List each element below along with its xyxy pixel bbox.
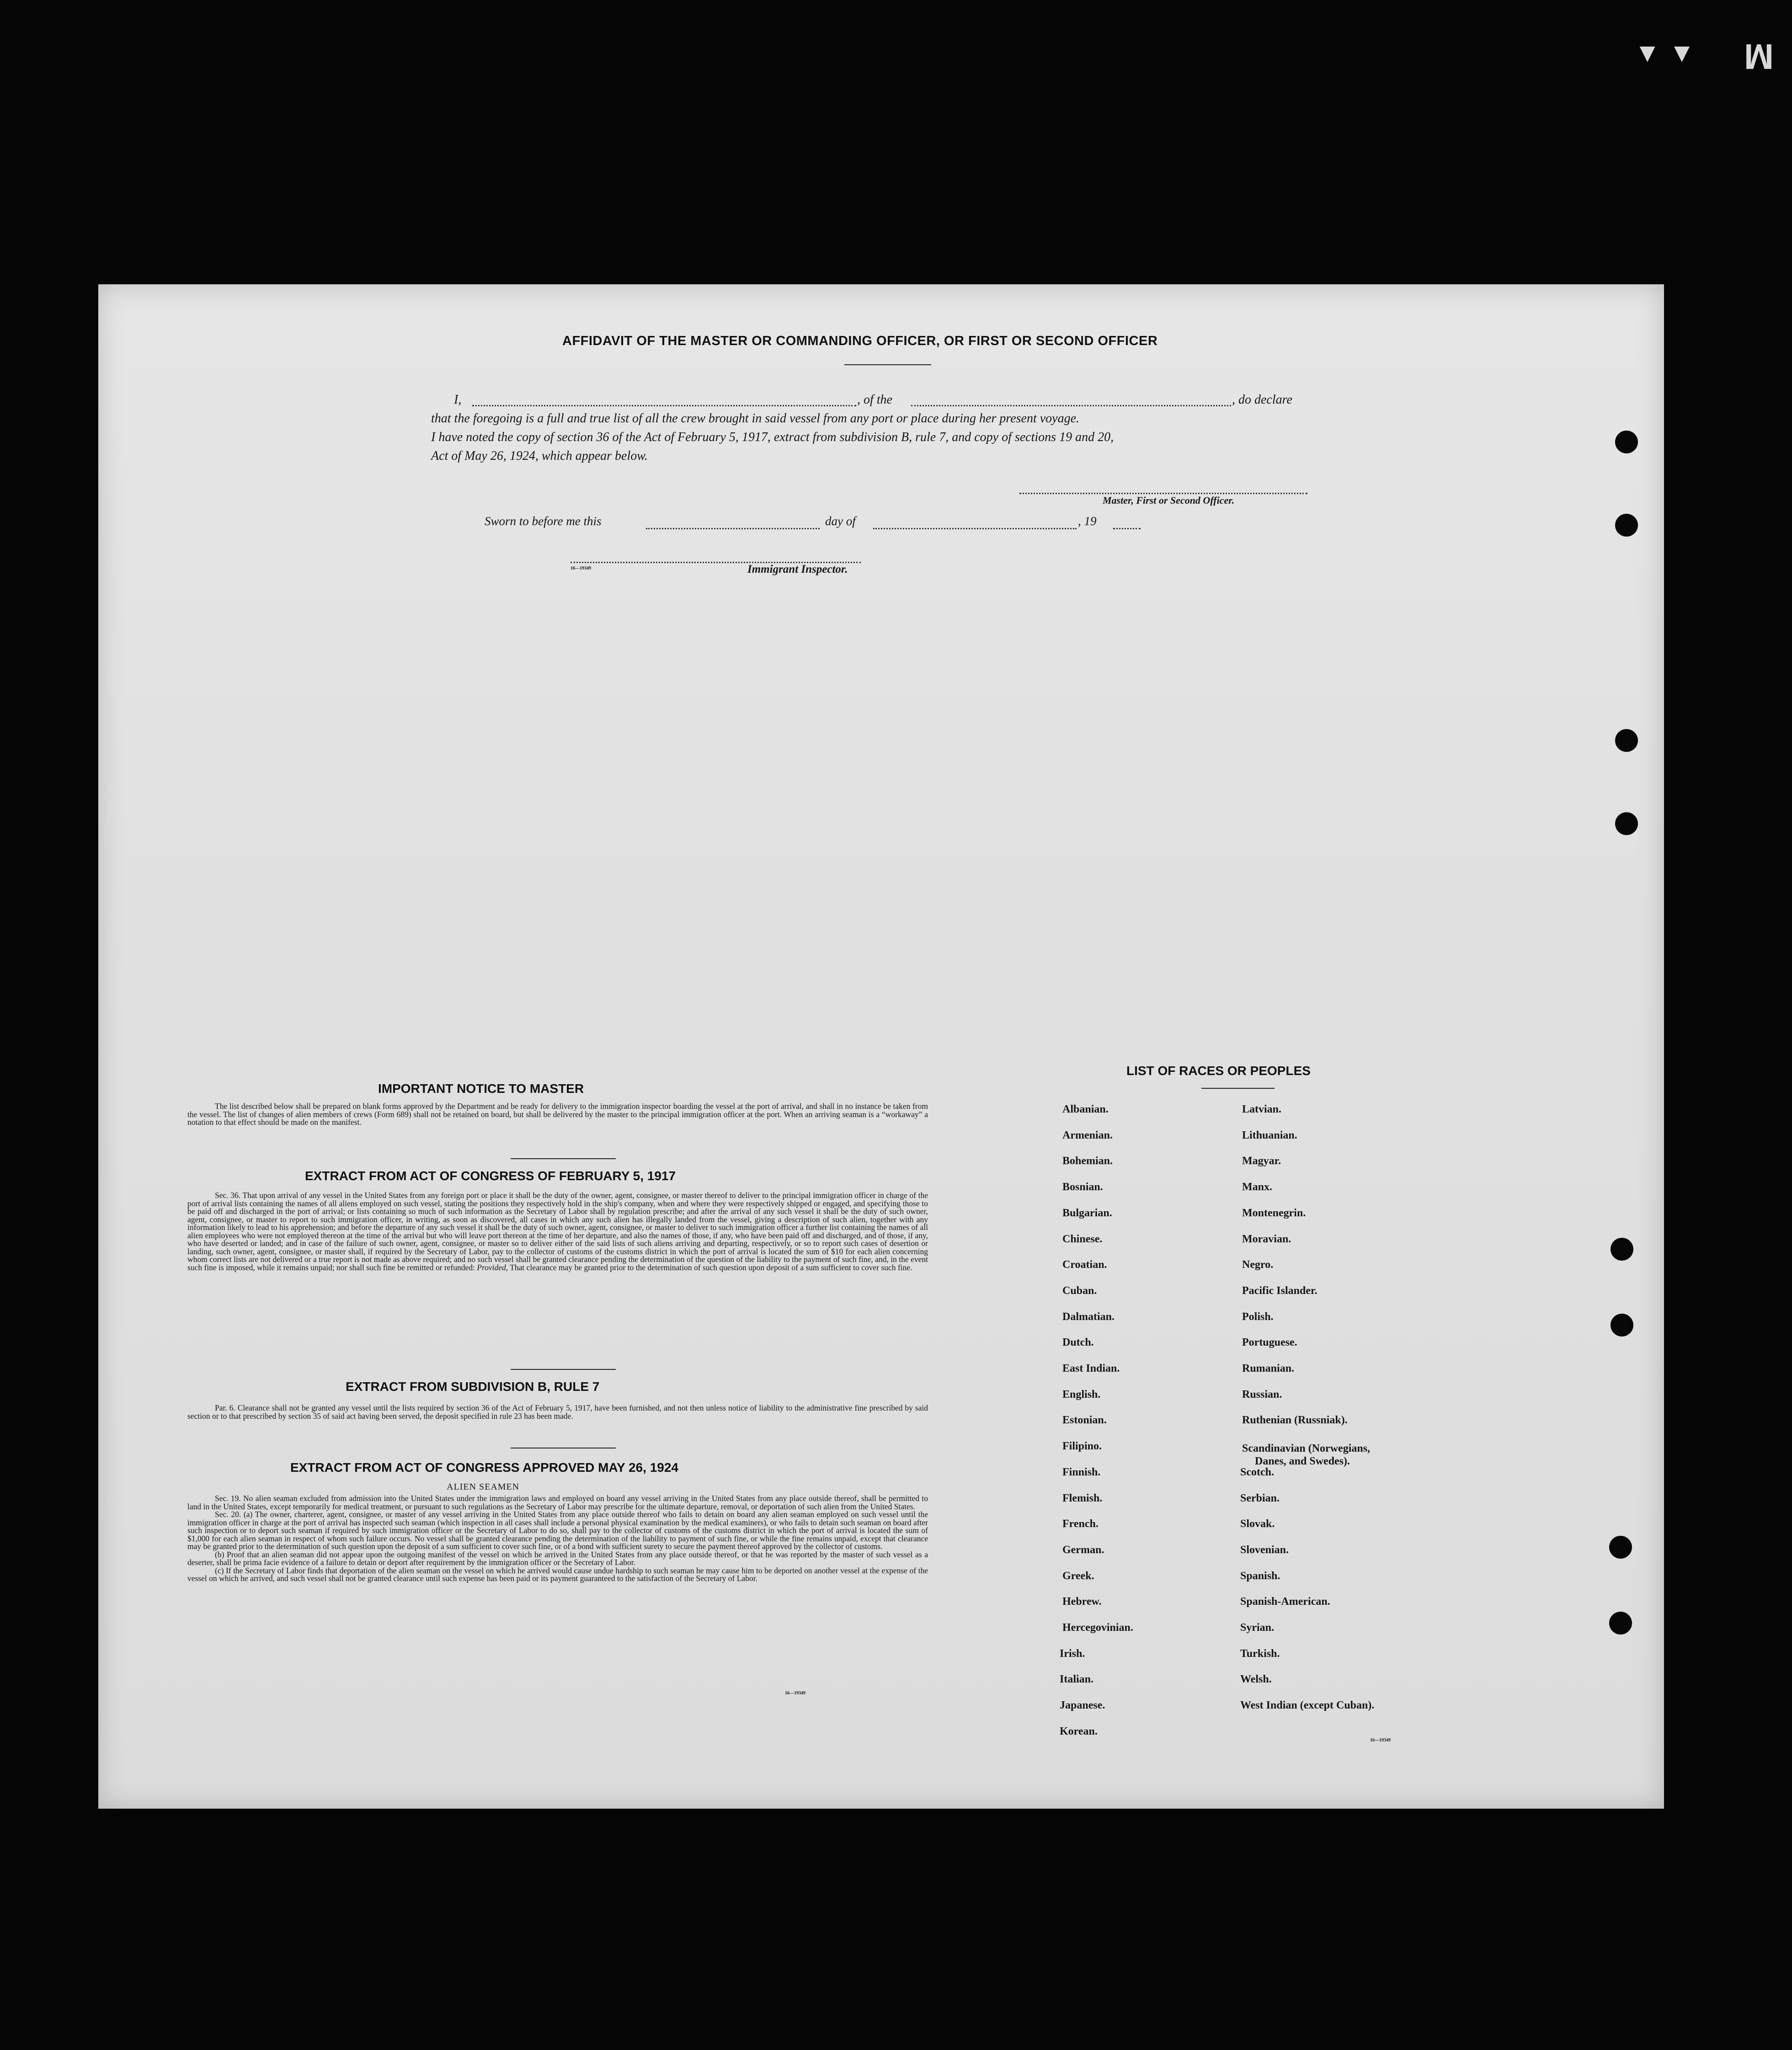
race-item: Scandinavian (Norwegians,: [1242, 1443, 1371, 1454]
sworn-year-blank: [1113, 528, 1141, 529]
immigrant-inspector-label: Immigrant Inspector.: [747, 563, 848, 575]
subdivision-b-body: Par. 6. Clearance shall not be granted any vessel until the lists required by section 36 of the Act of February 5, 1917, have been furnished, and not then unless notice of liability to the administrative fine prescribed by said section or to that prescribed by section 35 of said act having been served, the deposit specified in rule 23 has been made.: [187, 1403, 928, 1421]
master-signature-label: Master, First or Second Officer.: [1103, 495, 1235, 506]
race-item: Rumanian.: [1242, 1363, 1295, 1374]
race-item: Greek.: [1062, 1570, 1094, 1582]
affidavit-line-2: that the foregoing is a full and true list of all the crew brought in said vessel from any port or place during her present voyage.: [431, 411, 1080, 426]
alien-seamen-heading: ALIEN SEAMEN: [447, 1482, 520, 1492]
race-item: Moravian.: [1242, 1233, 1291, 1245]
sworn-month-blank: [873, 528, 1077, 529]
affidavit-title: AFFIDAVIT OF THE MASTER OR COMMANDING OFFICER, OR FIRST OR SECOND OFFICER: [562, 334, 1158, 348]
sworn-prefix: Sworn to before me this: [485, 514, 602, 528]
race-item: English.: [1062, 1389, 1101, 1400]
sec-20a-text: Sec. 20. (a) The owner, charterer, agent, consignee, or master of any vessel arriving in the United States from any place outside thereof who fails to detain on board any alien seaman employed on such vessel until the immigration officer in charge at the port of arrival has inspected such seaman (which inspection in all cases shall include a personal physical examination by the medical examiners), or who fails to detain such seaman on board after such inspection or to deport such seaman if required by such immigration officer or the Secretary of Labor to do so, shall pay to the collector of customs of the customs district in which the port of arrival is located the sum of $1,000 for each alien seaman in respect of whom such failure occurs. No vessel shall be granted clearance pending the determination of the liability to payment of such fine, or while the fine remains unpaid, except that clearance may be granted prior to the determination of such question upon the deposit of a sum sufficient to cover such fine, or of a bond with sufficient surety to secure the payment thereof approved by the collector of customs.: [187, 1510, 928, 1551]
race-item: Hebrew.: [1062, 1596, 1102, 1608]
race-item: Irish.: [1060, 1648, 1085, 1660]
race-item: Slovenian.: [1240, 1544, 1289, 1556]
sworn-day-label: day of: [825, 514, 856, 528]
race-item: Filipino.: [1062, 1440, 1102, 1452]
act-1917-title: EXTRACT FROM ACT OF CONGRESS OF FEBRUARY 5, 1917: [305, 1169, 676, 1183]
race-item: Korean.: [1060, 1725, 1098, 1737]
section-rule: [511, 1158, 616, 1159]
race-item: Serbian.: [1240, 1492, 1280, 1504]
subdivision-b-title: EXTRACT FROM SUBDIVISION B, RULE 7: [346, 1379, 600, 1394]
proviso-label: Provided,: [477, 1262, 508, 1272]
document-sheet: [98, 284, 1664, 1809]
sworn-day-blank: [646, 528, 820, 529]
film-corner-mark: ▼▼: [1634, 38, 1703, 68]
race-item: Polish.: [1242, 1311, 1274, 1323]
affidavit-line-1: [454, 390, 1332, 409]
race-item: Turkish.: [1240, 1648, 1280, 1660]
race-item: Syrian.: [1240, 1622, 1275, 1634]
race-item: Hercegovinian.: [1062, 1622, 1133, 1634]
race-item: German.: [1062, 1544, 1104, 1556]
race-item: Danes, and Swedes).: [1255, 1455, 1350, 1467]
act-1917-text: Sec. 36. That upon arrival of any vessel in the United States from any foreign port or place it shall be the duty of the owner, agent, consignee, or master thereof to deliver to the principal immigration officer in charge of the port of arrival lists containing the names of all aliens employed on such vessel, stating the positions they respectively hold in the ship's company, when and where they were respectively shipped or engaged, and specifying those to be paid off and discharged in the port of arrival; or lists containing so much of such information as the Secretary of Labor shall by regulation prescribe; and after the arrival of any such vessel it shall be the duty of such owner, agent, consignee, or master to report to such immigration officer, in writing, as soon as discovered, all cases in which any such alien has illegally landed from the vessel, giving a description of such alien, together with any information likely to lead to his apprehension; and before the departure of any such vessel it shall be the duty of such owner, agent, consignee, or master to deliver to such immigration officer a further list containing the names of all alien employees who were not employed thereon at the time of the arrival but who will leave port thereon at the time of her departure, and also the names of those, if any, who have been paid off and discharged, and of those, if any, who have deserted or landed; and in case of the failure of such owner, agent, consignee, or master so to deliver either of the said lists of such aliens arriving and departing, respectively, or so to report such cases of desertion or landing, such owner, agent, consignee, or master shall, if required by the Secretary of Labor, pay to the collector of customs of the customs district in which the port of arrival is located the sum of $10 for each alien concerning whom correct lists are not delivered or a true report is not made as above required; and no such vessel shall be granted clearance pending the determination of the question of the liability to the payment of such fine, and, in the event such fine is imposed, while it remains unpaid; nor shall such fine be remitted or refunded:: [187, 1191, 928, 1272]
race-item: Italian.: [1060, 1673, 1094, 1685]
master-signature-blank: [1019, 493, 1307, 494]
race-item: Finnish.: [1062, 1466, 1101, 1478]
title-rule: [844, 364, 931, 365]
sworn-line: [485, 514, 1097, 528]
race-item: Cuban.: [1062, 1285, 1097, 1297]
punch-hole: [1615, 729, 1638, 752]
race-item: Montenegrin.: [1242, 1207, 1306, 1219]
form-number: 16—19349: [785, 1691, 805, 1696]
race-item: Estonian.: [1062, 1414, 1107, 1426]
affidavit-line-4: Act of May 26, 1924, which appear below.: [431, 449, 648, 463]
act-1924-body: [187, 1495, 928, 1583]
race-item: Latvian.: [1242, 1103, 1282, 1115]
race-item: French.: [1062, 1518, 1099, 1530]
race-item: Magyar.: [1242, 1155, 1281, 1167]
act-1924-title: EXTRACT FROM ACT OF CONGRESS APPROVED MAY 26, 1924: [290, 1460, 678, 1475]
race-item: Japanese.: [1060, 1699, 1105, 1711]
proviso-text: That clearance may be granted prior to the determination of such question upon deposit of a sum sufficient to cover such fine.: [510, 1262, 912, 1272]
race-item: Scotch.: [1240, 1466, 1274, 1478]
punch-hole: [1615, 812, 1638, 835]
race-item: Negro.: [1242, 1259, 1274, 1271]
punch-hole: [1609, 1536, 1632, 1559]
race-item: Albanian.: [1062, 1103, 1109, 1115]
race-item: Lithuanian.: [1242, 1129, 1297, 1141]
race-item: Flemish.: [1062, 1492, 1103, 1504]
vessel-prefix: , of the: [857, 393, 892, 407]
race-item: Slovak.: [1240, 1518, 1275, 1530]
notice-title: IMPORTANT NOTICE TO MASTER: [378, 1081, 584, 1096]
section-rule: [511, 1369, 616, 1370]
race-item: Portuguese.: [1242, 1336, 1297, 1348]
vessel-name-blank: [911, 405, 1231, 406]
race-item: Welsh.: [1240, 1673, 1272, 1685]
act-1917-body: [187, 1192, 928, 1272]
race-item: Ruthenian (Russniak).: [1242, 1414, 1348, 1426]
race-item: Manx.: [1242, 1181, 1272, 1193]
sec-20b-text: (b) Proof that an alien seaman did not appear upon the outgoing manifest of the vessel on which he arrived in the United States from any place outside thereof, or that he was reported by the master of such vessel as a deserter, shall be prima facie evidence of a failure to detain or deport after requirement by the immigration officer or the Secretary of Labor.: [187, 1549, 928, 1567]
race-item: Armenian.: [1062, 1129, 1113, 1141]
form-number: 16—19349: [1370, 1738, 1391, 1743]
race-item: West Indian (except Cuban).: [1240, 1699, 1375, 1711]
races-title: LIST OF RACES OR PEOPLES: [1126, 1064, 1311, 1078]
race-item: Spanish.: [1240, 1570, 1280, 1582]
punch-hole: [1615, 514, 1638, 537]
declare-suffix: , do declare: [1232, 393, 1292, 407]
race-item: Croatian.: [1062, 1259, 1107, 1271]
race-item: Bulgarian.: [1062, 1207, 1112, 1219]
declarant-name-blank: [472, 405, 856, 406]
sworn-year-label: , 19: [1078, 514, 1097, 528]
races-rule: [1201, 1088, 1275, 1089]
race-item: Dalmatian.: [1062, 1311, 1115, 1323]
form-number: 16—19349: [571, 566, 591, 571]
affidavit-text: [431, 390, 1332, 465]
punch-hole: [1609, 1612, 1632, 1635]
declarant-prefix: I,: [454, 393, 462, 407]
race-item: Dutch.: [1062, 1336, 1094, 1348]
race-item: Russian.: [1242, 1389, 1282, 1400]
punch-hole: [1615, 431, 1638, 453]
race-item: Pacific Islander.: [1242, 1285, 1317, 1297]
race-item: East Indian.: [1062, 1363, 1120, 1374]
race-item: Bohemian.: [1062, 1155, 1113, 1167]
race-item: Bosnian.: [1062, 1181, 1103, 1193]
race-item: Chinese.: [1062, 1233, 1103, 1245]
sec-19-text: Sec. 19. No alien seaman excluded from admission into the United States under the immigration laws and employed on board any vessel arriving in the United States from any place outside thereof, shall be permitted to land in the United States, except temporarily for medical treatment, or pursuant to such regulations as the Secretary of Labor may prescribe for the ultimate departure, removal, or deportation of such alien from the United States.: [187, 1494, 928, 1511]
race-item: Spanish-American.: [1240, 1596, 1330, 1608]
sec-20c-text: (c) If the Secretary of Labor finds that deportation of the alien seaman on the vessel on which he arrived would cause undue hardship to such seaman he may cause him to be deported on another vessel at the expense of the vessel on which he arrived, and such vessel shall not be granted clearance until such expense has been paid or its payment guaranteed to the satisfaction of the Secretary of Labor.: [187, 1565, 928, 1583]
film-letter-mark: M: [1744, 37, 1774, 77]
notice-body: The list described below shall be prepared on blank forms approved by the Department and be ready for delivery to the immigration inspector boarding the vessel at the port of arrival, and shall in no instance be taken from the vessel. The list of changes of alien members of crews (Form 689) shall not be retained on board, but shall be delivered by the master to the principal immigration officer at the port. When an arriving seaman is a “workaway” a notation to that effect should be made on the manifest.: [187, 1102, 928, 1127]
punch-hole: [1611, 1314, 1633, 1336]
punch-hole: [1611, 1238, 1633, 1261]
affidavit-line-3: I have noted the copy of section 36 of the Act of February 5, 1917, extract from subdivision B, rule 7, and copy of sections 19 and 20,: [431, 430, 1114, 444]
